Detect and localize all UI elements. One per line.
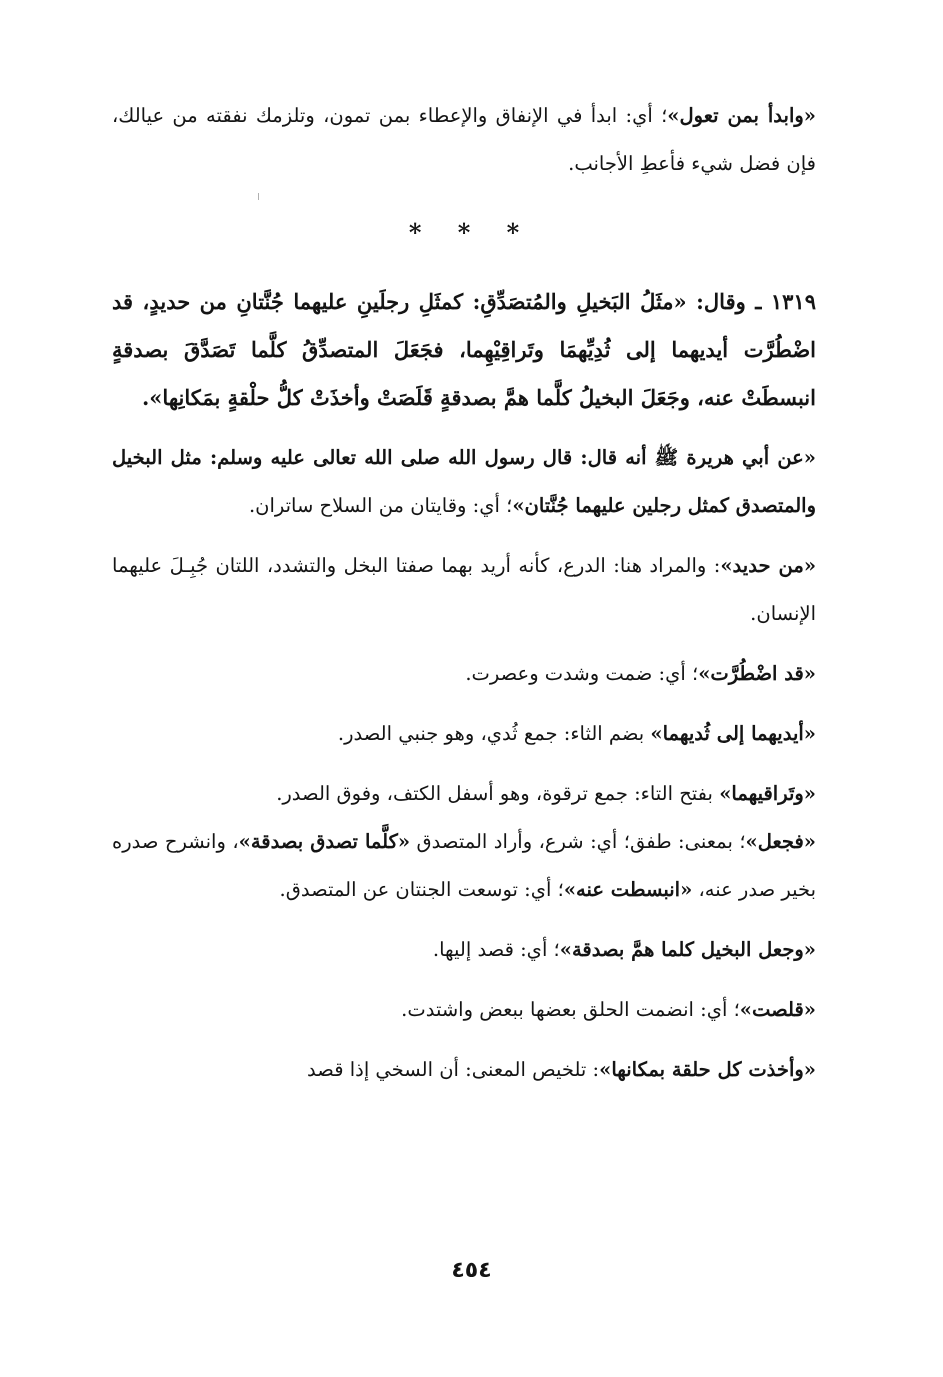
hadith-paragraph: [112, 278, 830, 422]
commentary-9-bold: «وأخذت كل حلقة بمكانها»: [599, 1058, 816, 1081]
spacer: [112, 530, 830, 542]
commentary-5-rest: بفتح التاء: جمع ترقوة، وهو أسفل الكتف، وفوق الصدر.: [276, 782, 720, 805]
spacer: [112, 422, 830, 434]
commentary-paragraph-9: [112, 1046, 830, 1094]
commentary-paragraph-6: [112, 818, 830, 914]
commentary-8-rest: ؛ أي: انضمت الحلق بعضها ببعض واشتدت.: [401, 998, 740, 1021]
commentary-7-bold: «وجعل البخيل كلما همَّ بصدقة»: [559, 938, 816, 961]
commentary-5-bold: «وتَراقيهما»: [719, 782, 816, 805]
commentary-3-rest: ؛ أي: ضمت وشدت وعصرت.: [465, 662, 699, 685]
commentary-9-rest: : تلخيص المعنى: أن السخي إذا قصد: [307, 1058, 600, 1081]
commentary-1-bold: «عن أبي هريرة ﷺ أنه قال: قال رسول الله صلى الله تعالى عليه وسلم: مثل البخيل والمتصدق كمثل رجلين عليهما جُنَّتان»: [112, 446, 816, 517]
commentary-paragraph-8: [112, 986, 830, 1034]
commentary-6-bold-3: «انبسطت عنه»: [563, 878, 693, 901]
intro-bold: «وابدأ بمن تعول»: [667, 104, 816, 127]
commentary-4-bold: «أيديهما إلى ثُديهما»: [650, 722, 816, 745]
spacer: [112, 638, 830, 650]
hadith-number: ١٣١٩: [770, 289, 816, 314]
commentary-8-bold: «قلصت»: [739, 998, 816, 1021]
page-number: ٤٥٤: [451, 1258, 492, 1283]
commentary-paragraph-1: [112, 434, 830, 530]
commentary-4-rest: بضم الثاء: جمع ثُدي، وهو جنبي الصدر.: [337, 722, 651, 745]
spacer: [112, 914, 830, 926]
commentary-paragraph-4: [112, 710, 830, 758]
commentary-paragraph-3: [112, 650, 830, 698]
spacer: [112, 698, 830, 710]
commentary-6-rest-2: ، وانشرح صدره بخير صدر عنه،: [112, 830, 816, 901]
commentary-paragraph-2: [112, 542, 830, 638]
commentary-1-rest: ؛ أي: وقايتان من السلاح ساتران.: [248, 494, 513, 517]
section-separator: * * *: [408, 218, 534, 247]
commentary-paragraph-5: [112, 770, 830, 818]
commentary-3-bold: «قد اضْطُرَّت»: [698, 662, 816, 685]
commentary-6-bold: «فجعل»: [745, 830, 816, 853]
commentary-2-rest: : والمراد هنا: الدرع، كأنه أريد بهما صفتا البخل والتشدد، اللتان جُبِـلَ عليهما الإنسان.: [112, 554, 816, 625]
spacer: [112, 1034, 830, 1046]
spacer: [112, 974, 830, 986]
commentary-6-rest-3: ؛ أي: توسعت الجنتان عن المتصدق.: [279, 878, 564, 901]
commentary-6-rest: ؛ بمعنى: طفق؛ أي: شرع، وأراد المتصدق: [410, 830, 746, 853]
commentary-6-bold-2: «كلَّما تصدق بصدقة»: [238, 830, 411, 853]
intro-paragraph: [112, 92, 830, 188]
commentary-2-bold: «من حديد»: [720, 554, 817, 577]
commentary-7-rest: ؛ أي: قصد إليها.: [432, 938, 560, 961]
page-body: [112, 92, 830, 1094]
hadith-text: ـ وقال: «مثَلُ البَخيلِ والمُتصَدِّقِ: كمثَلِ رجلَينِ عليهما جُنَّتانِ من حديدٍ، قد اضْطُرَّت أيديهما إلى ثُدِيِّهمَا وتَراقِيْهِما، فجَعَلَ المتصدِّقُ كلَّما تَصَدَّقَ بصدقةٍ انبسطَتْ عنه، وجَعَلَ البخيلُ كلَّما همَّ بصدقةٍ قَلَصَتْ وأخذَتْ كلُّ حلْقةٍ بمَكانِها».: [112, 289, 816, 410]
commentary-paragraph-7: [112, 926, 830, 974]
spacer: [112, 758, 830, 770]
intro-rest: ؛ أي: ابدأ في الإنفاق والإعطاء بمن تمون، وتلزمك نفقته من عيالك، فإن فضل شيء فأعطِ الأجانب.: [112, 104, 816, 175]
